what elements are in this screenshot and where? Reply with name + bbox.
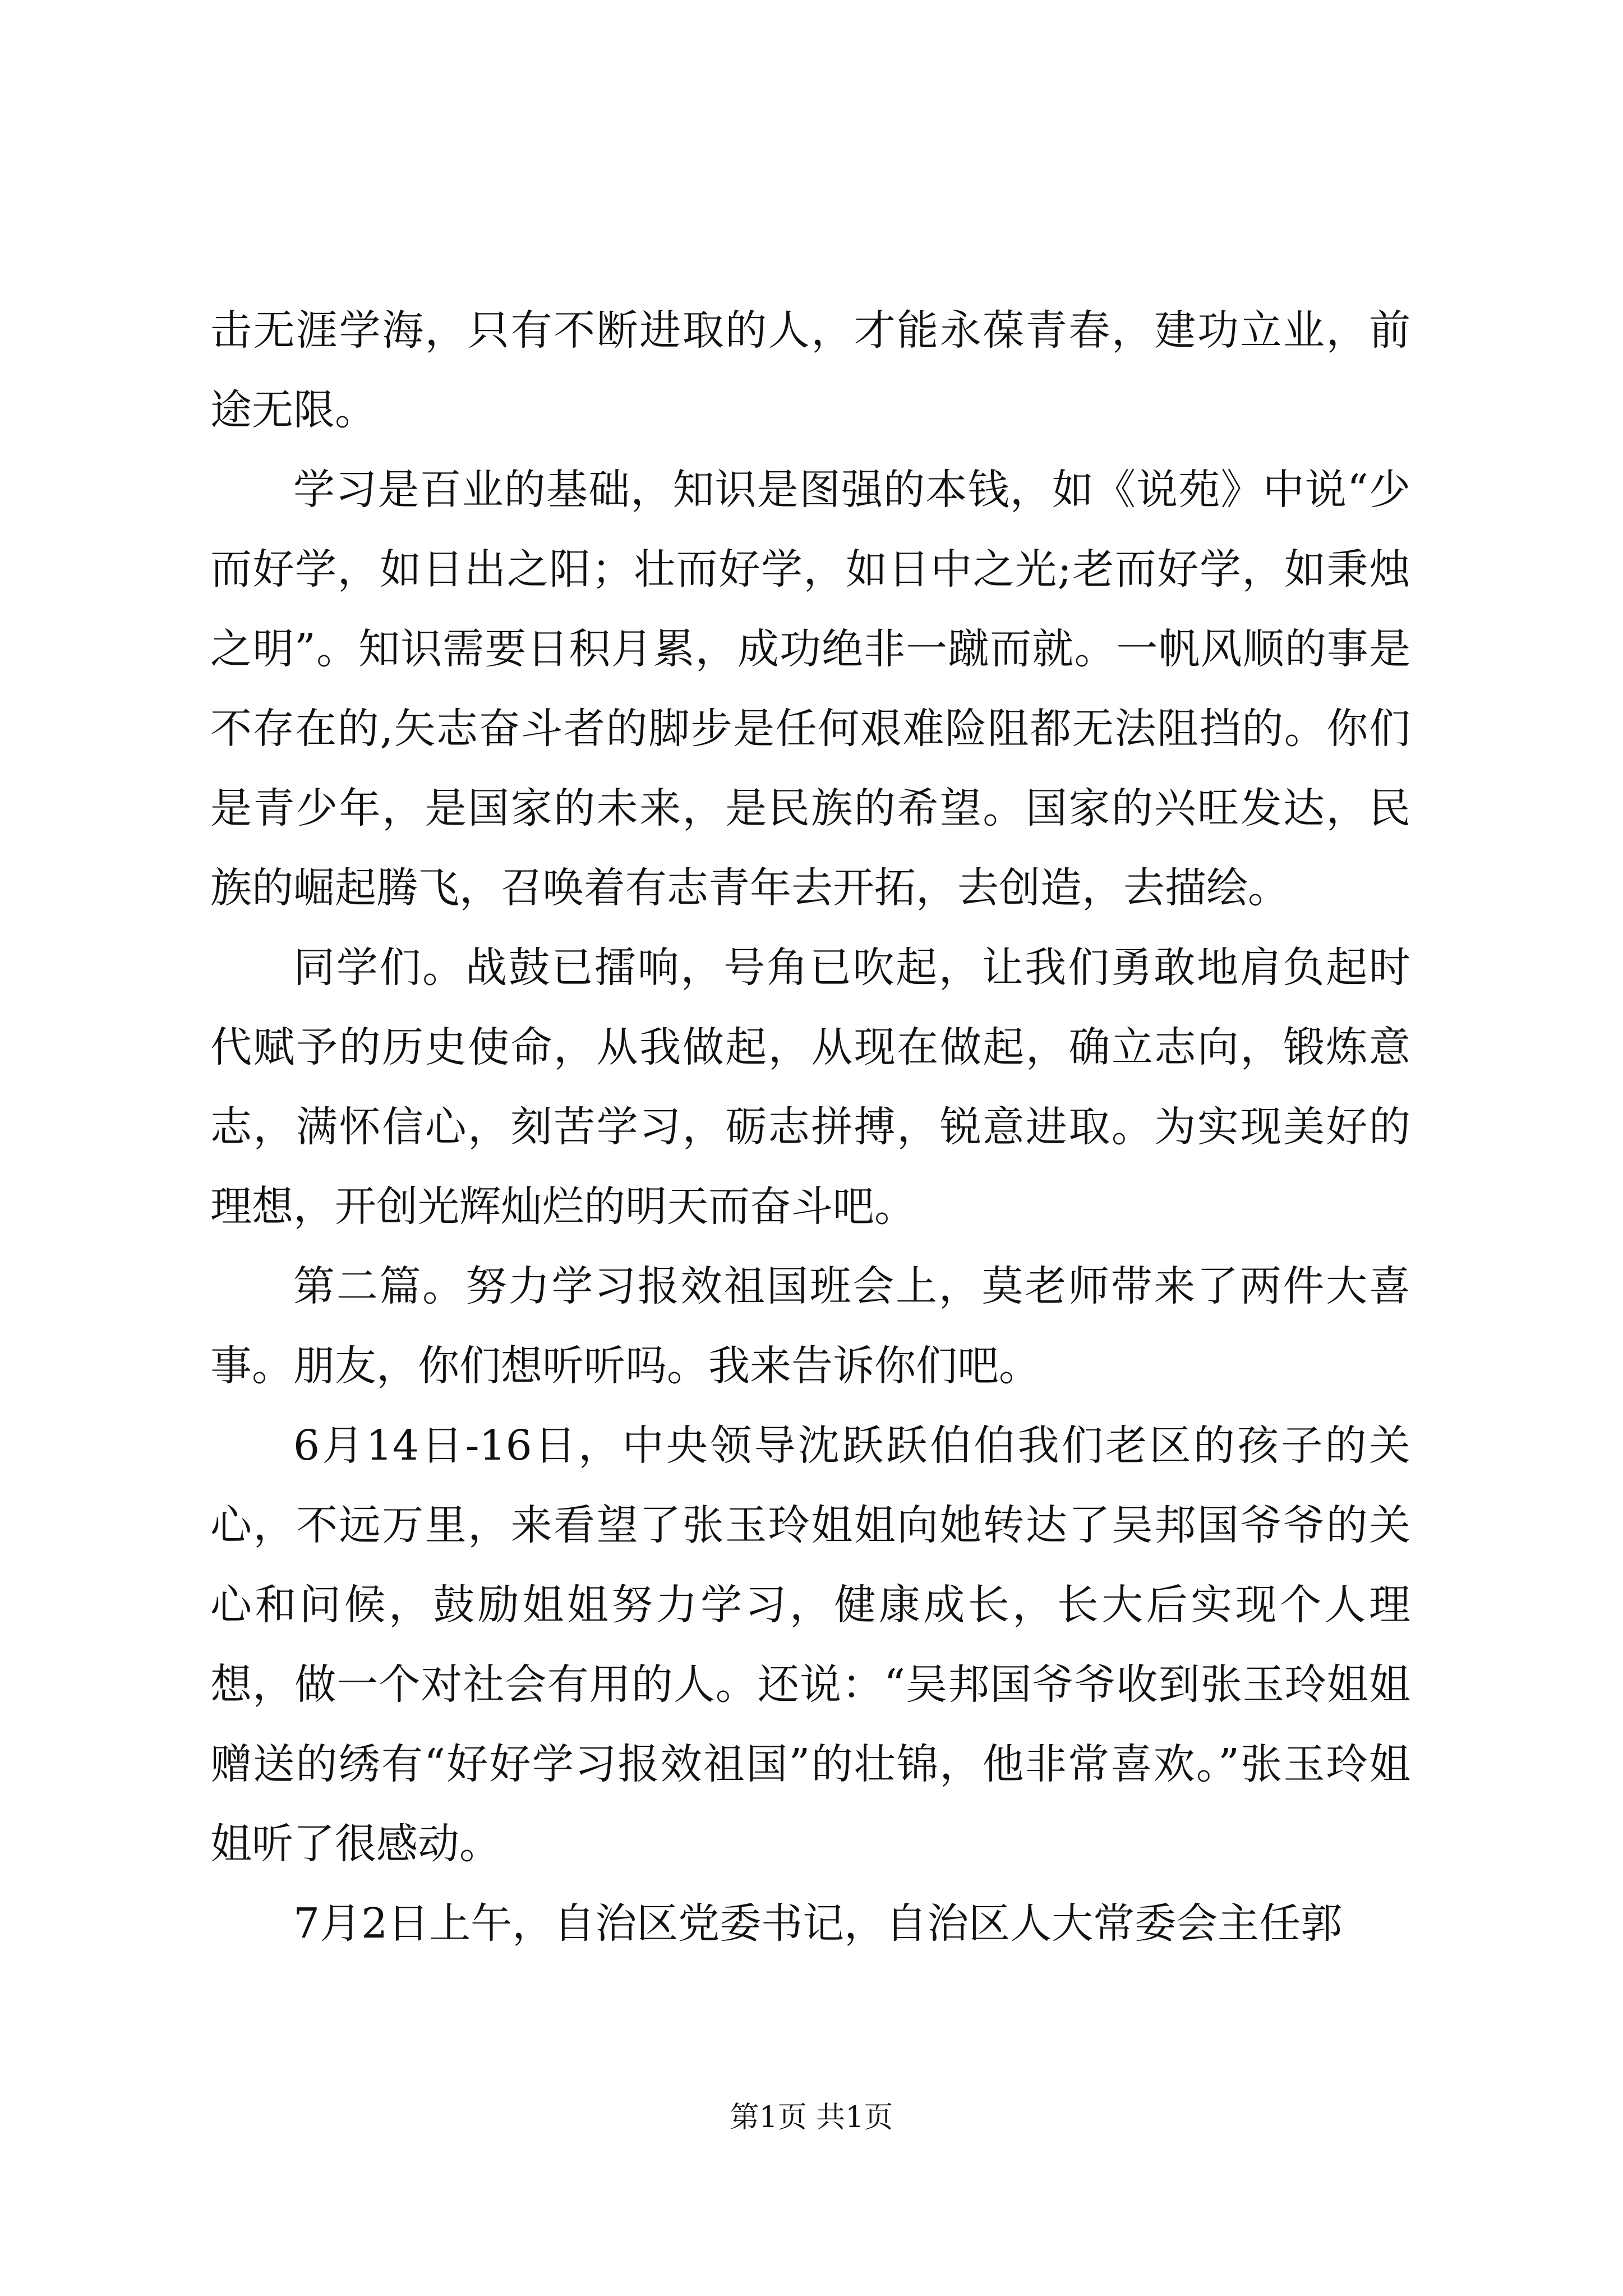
paragraph-6: 7月2日上午，自治区党委书记，自治区人大常委会主任郭 [293, 1899, 1343, 1948]
paragraph-1: 击无涯学海，只有不断进取的人，才能永葆青春，建功立业，前途无限。 [210, 306, 1410, 434]
paragraph-2: 学习是百业的基础，知识是图强的本钱，如《说苑》中说“少而好学，如日出之阳；壮而好学，如日中之光;老而好学，如秉烛之明”。知识需要日积月累，成功绝非一蹴而就。一帆风顺的事是不存在的,矢志奋斗者的脚步是任何艰难险阻都无法阻挡的。你们是青少年，是国家的未来，是民族的希望。国家的兴旺发达，民族的崛起腾飞，召唤着有志青年去开拓，去创造，去描绘。 [210, 466, 1410, 912]
paragraph-5: 6月14日-16日，中央领导沈跃跃伯伯我们老区的孩子的关心，不远万里，来看望了张玉玲姐姐向她转达了吴邦国爷爷的关心和问候，鼓励姐姐努力学习，健康成长，长大后实现个人理想，做一个对社会有用的人。还说：“吴邦国爷爷收到张玉玲姐姐赠送的绣有“好好学习报效祖国”的壮锦，他非常喜欢。”张玉玲姐姐听了很感动。 [210, 1421, 1410, 1868]
paragraph-4: 第二篇。努力学习报效祖国班会上，莫老师带来了两件大喜事。朋友，你们想听听吗。我来告诉你们吧。 [210, 1262, 1410, 1390]
paragraph-3: 同学们。战鼓已擂响，号角已吹起，让我们勇敢地肩负起时代赋予的历史使命，从我做起，从现在做起，确立志向，锻炼意志，满怀信心，刻苦学习，砺志拼搏，锐意进取。为实现美好的理想，开创光辉灿烂的明天而奋斗吧。 [210, 944, 1410, 1231]
page-footer: 第1页 共1页 [730, 2101, 893, 2134]
document-body [210, 291, 1410, 1963]
